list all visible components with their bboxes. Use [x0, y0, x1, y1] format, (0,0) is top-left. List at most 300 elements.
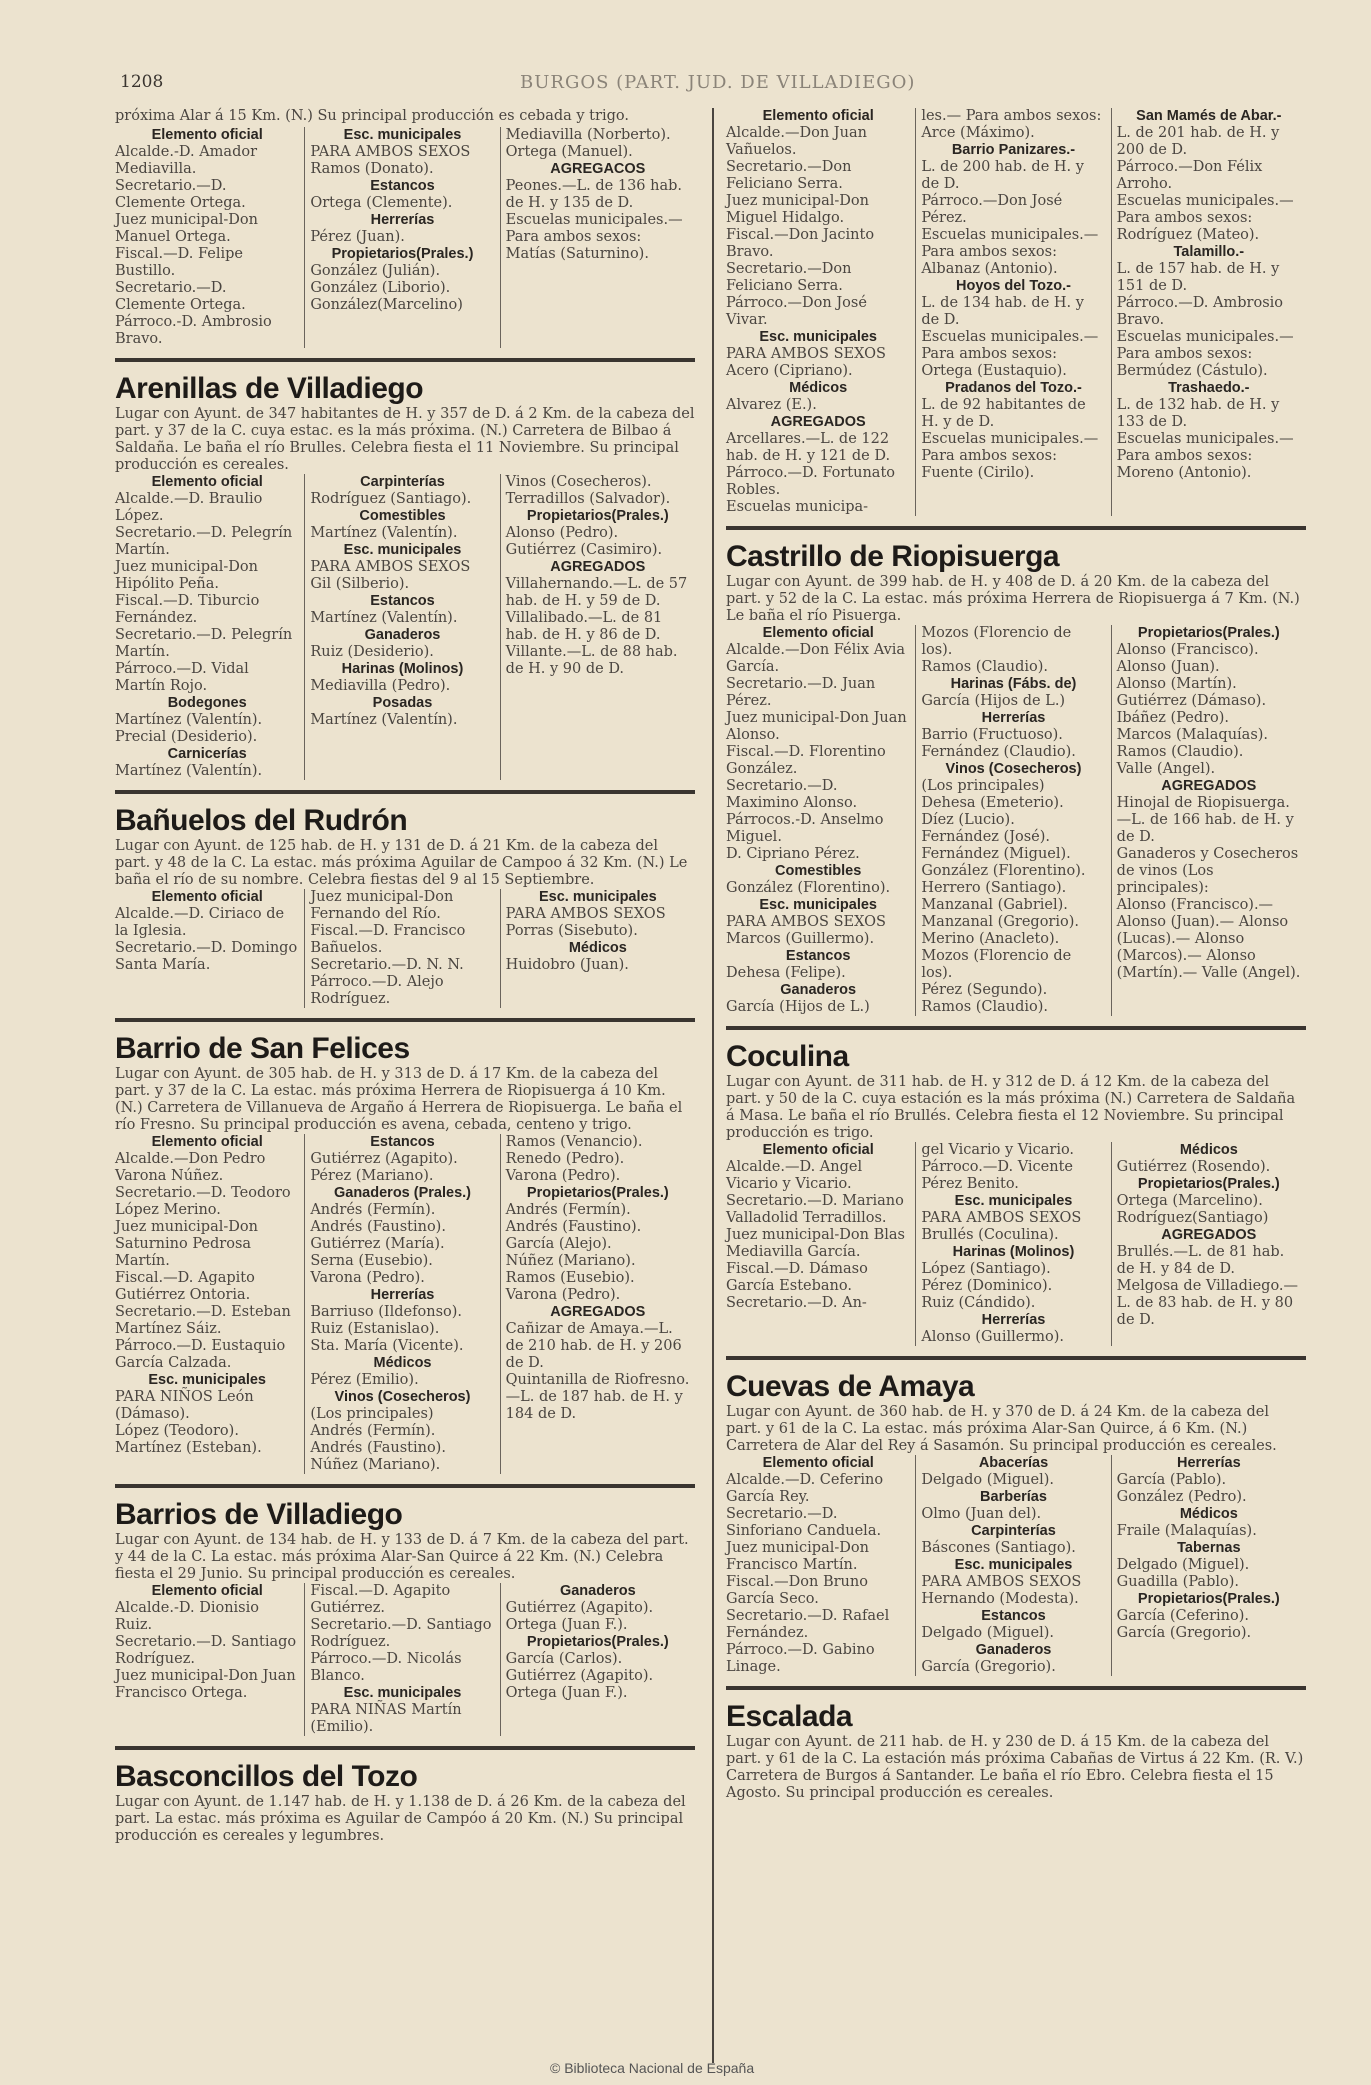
section-heading: Elemento oficial: [151, 889, 263, 905]
directory-grid: [115, 1134, 695, 1474]
directory-item: Gutiérrez (Dámaso).: [1116, 693, 1267, 709]
directory-item: García (Gregorio).: [921, 1659, 1056, 1675]
directory-column: [915, 108, 1110, 516]
directory-column: [500, 127, 695, 348]
section-heading: Médicos: [373, 1355, 432, 1371]
entry-description: Lugar con Ayunt. de 399 hab. de H. y 408 de D. á 20 Km. de la cabeza del part. y 52 de la C. La estac. más próxima Herrera de Riopisuerga á 7 Km. (N.) Le baña el río Pisuerga.: [726, 574, 1300, 624]
directory-item: Varona (Pedro).: [505, 1287, 621, 1303]
directory-item: Andrés (Fermín).: [310, 1202, 436, 1218]
directory-item: Fiscal.—D. Tiburcio Fernández.: [115, 593, 260, 626]
section-heading: Esc. municipales: [759, 329, 877, 345]
section-heading: Pradanos del Tozo.-: [945, 380, 1082, 396]
directory-item: Delgado (Miguel).: [921, 1625, 1054, 1641]
directory-item: D. Cipriano Pérez.: [726, 846, 860, 862]
entry-separator: [726, 1356, 1306, 1360]
directory-item: Secretario.—D. Santiago Rodríguez.: [310, 1617, 492, 1650]
directory-item: Secretario.—D. N. N.: [310, 957, 464, 973]
entry-separator: [726, 1026, 1306, 1030]
directory-item: Fernández (Miguel).: [921, 846, 1071, 862]
directory-item: gel Vicario y Vicario.: [921, 1142, 1075, 1158]
section-heading: Comestibles: [359, 508, 446, 524]
directory-item: Pérez (Mariano).: [310, 1168, 434, 1184]
directory-column: [915, 1142, 1110, 1346]
directory-item: PARA AMBOS SEXOS Ramos (Donato).: [310, 144, 471, 177]
directory-item: L. de 157 hab. de H. y 151 de D.: [1116, 261, 1280, 294]
directory-item: Marcos (Malaquías).: [1116, 727, 1269, 743]
directory-item: Secretario.—D. An-: [726, 1295, 867, 1311]
section-heading: Harinas (Molinos): [952, 1244, 1075, 1260]
directory-item: López (Santiago).: [921, 1261, 1051, 1277]
section-heading: Carpinterías: [971, 1523, 1056, 1539]
section-heading: Abacerías: [978, 1455, 1049, 1471]
section-heading: AGREGADOS: [1161, 778, 1257, 794]
directory-item: Andrés (Faustino).: [505, 1219, 642, 1235]
directory-grid: [115, 1583, 695, 1736]
directory-item: Rodríguez (Santiago).: [310, 491, 472, 507]
running-title: BURGOS (PART. JUD. DE VILLADIEGO): [520, 72, 916, 93]
directory-item: Ortega (Juan F.).: [505, 1617, 628, 1633]
directory-column: [500, 1134, 695, 1474]
directory-item: Gutiérrez (María).: [310, 1236, 445, 1252]
directory-column: [115, 889, 304, 1008]
directory-item: Alonso (Juan).: [1116, 659, 1220, 675]
directory-item: Secretario.—D. Mariano Valladolid Terradillos.: [726, 1193, 904, 1226]
directory-item: Juez municipal-Don Fernando del Río.: [310, 889, 454, 922]
section-heading: AGREGACOS: [550, 161, 646, 177]
section-heading: Carnicerías: [167, 746, 247, 762]
directory-item: Juez municipal-Don Juan Francisco Ortega.: [115, 1668, 296, 1701]
directory-column: [304, 1134, 499, 1474]
directory-item: Brullés.—L. de 81 hab. de H. y 84 de D.: [1116, 1244, 1285, 1277]
section-heading: Carpinterías: [360, 474, 445, 490]
directory-item: Martínez (Esteban).: [115, 1440, 262, 1456]
directory-item: Ramos (Claudio).: [921, 999, 1049, 1015]
section-heading: Elemento oficial: [762, 108, 874, 124]
directory-item: Dehesa (Felipe).: [726, 965, 846, 981]
directory-item: Guadilla (Pablo).: [1116, 1574, 1239, 1590]
directory-item: Andrés (Faustino).: [310, 1219, 446, 1235]
directory-item: Ortega (Clemente).: [310, 195, 453, 211]
directory-item: Martínez (Valentín).: [310, 712, 458, 728]
directory-item: Párroco.—Don José Pérez.: [921, 193, 1063, 226]
directory-item: Alvarez (E.).: [726, 397, 817, 413]
directory-column: [1111, 625, 1306, 1016]
directory-item: Secretario.—D. Pelegrín Martín.: [115, 627, 293, 660]
directory-item: Párroco.—D. Alejo Rodríguez.: [310, 974, 444, 1007]
directory-item: Secretario.—Don Feliciano Serra.: [726, 159, 852, 192]
section-heading: Propietarios(Prales.): [1137, 1176, 1280, 1192]
entry-title: Barrios de Villadiego: [115, 1498, 403, 1531]
section-heading: Esc. municipales: [343, 542, 462, 558]
directory-item: Serna (Eusebio).: [310, 1253, 433, 1269]
section-heading: Ganaderos: [364, 627, 441, 643]
directory-item: Delgado (Miguel).: [1116, 1557, 1250, 1573]
entry-separator: [115, 1018, 695, 1022]
directory-item: Juez municipal-Don Saturnino Pedrosa Martín.: [115, 1219, 258, 1269]
section-heading: Hoyos del Tozo.-: [956, 278, 1071, 294]
left-column: [115, 108, 695, 1855]
directory-item: L. de 200 hab. de H. y de D.: [921, 159, 1084, 192]
directory-item: PARA NIÑAS Martín (Emilio).: [310, 1702, 462, 1735]
section-heading: Esc. municipales: [148, 1372, 266, 1388]
directory-item: Alcalde.—D. Ceferino García Rey.: [726, 1472, 884, 1505]
directory-column: [726, 108, 915, 516]
directory-item: Andrés (Fermín).: [310, 1423, 436, 1439]
section-heading: Esc. municipales: [759, 897, 877, 913]
section-heading: Estancos: [370, 593, 435, 609]
section-heading: Médicos: [1179, 1506, 1238, 1522]
directory-item: Mediavilla (Pedro).: [310, 678, 451, 694]
directory-item: Ibáñez (Pedro).: [1116, 710, 1230, 726]
directory-item: L. de 134 hab. de H. y de D.: [921, 295, 1084, 328]
page-number: 1208: [120, 72, 164, 92]
directory-item: Párroco.—D. Vidal Martín Rojo.: [115, 661, 249, 694]
directory-item: Escuelas municipales.— Para ambos sexos: Matías (Saturnino).: [505, 212, 683, 262]
directory-item: L. de 92 habitantes de H. y de D.: [921, 397, 1086, 430]
entry-description: Lugar con Ayunt. de 125 hab. de H. y 131 de D. á 21 Km. de la cabeza del part. y 48 de la C. La estac. más próxima Aguilar de Campoo á 32 Km. (N.) Le baña el río de su nombre. Celebra fiestas del 9 al 15 Septiembre.: [115, 838, 688, 888]
entry: [115, 127, 695, 348]
directory-item: Escuelas municipales.— Para ambos sexos: Rodríguez (Mateo).: [1116, 193, 1294, 243]
section-heading: Vinos (Cosecheros): [945, 761, 1082, 777]
directory-item: Pérez (Juan).: [310, 229, 405, 245]
section-heading: AGREGADOS: [550, 559, 646, 575]
section-heading: Posadas: [372, 695, 433, 711]
section-heading: Bodegones: [167, 695, 247, 711]
directory-item: García (Hijos de L.): [726, 999, 870, 1015]
directory-item: Juez municipal-Don Juan Alonso.: [726, 710, 907, 743]
directory-item: Merino (Anacleto).: [921, 931, 1060, 947]
directory-item: Ruiz (Cándido).: [921, 1295, 1036, 1311]
directory-grid: [726, 1142, 1306, 1346]
directory-item: Ortega (Manuel).: [505, 144, 633, 160]
directory-column: [500, 889, 695, 1008]
directory-item: Pérez (Dominico).: [921, 1278, 1053, 1294]
section-heading: Estancos: [370, 178, 435, 194]
section-heading: Esc. municipales: [343, 127, 462, 143]
section-heading: Estancos: [785, 948, 851, 964]
directory-item: Alcalde.-D. Dionisio Ruiz.: [115, 1600, 259, 1633]
section-heading: Comestibles: [775, 863, 862, 879]
directory-column: [304, 474, 499, 780]
directory-item: Gutiérrez (Rosendo).: [1116, 1159, 1271, 1175]
continuation-text: próxima Alar á 15 Km. (N.) Su principal producción es cebada y trigo.: [115, 108, 629, 124]
directory-item: García (Alejo).: [505, 1236, 612, 1252]
entry: [115, 372, 695, 780]
section-heading: Médicos: [1179, 1142, 1238, 1158]
section-heading: Elemento oficial: [762, 1455, 874, 1471]
directory-item: Barriuso (Ildefonso).: [310, 1304, 463, 1320]
directory-item: Cañizar de Amaya.—L. de 210 hab. de H. y 206 de D.: [505, 1321, 682, 1371]
directory-item: Ruiz (Estanislao).: [310, 1321, 440, 1337]
directory-item: Ortega (Juan F.).: [505, 1685, 628, 1701]
directory-item: Escuelas municipales.— Para ambos sexos: Moreno (Antonio).: [1116, 431, 1294, 481]
directory-item: Secretario.—D. Esteban Martínez Sáiz.: [115, 1304, 291, 1337]
entry: [115, 1760, 695, 1845]
directory-item: Alcalde.—D. Braulio López.: [115, 491, 263, 524]
directory-item: Melgosa de Villadiego.—L. de 83 hab. de H. y 80 de D.: [1116, 1278, 1299, 1328]
section-heading: Elemento oficial: [151, 127, 263, 143]
section-heading: Herrerías: [370, 212, 435, 228]
directory-column: [304, 127, 499, 348]
directory-item: Alcalde.-D. Amador Mediavilla.: [115, 144, 258, 177]
directory-item: Arcellares.—L. de 122 hab. de H. y 121 de D.: [726, 431, 891, 464]
directory-item: Ramos (Claudio).: [1116, 744, 1244, 760]
directory-item: Juez municipal-Don Blas Mediavilla García.: [726, 1227, 905, 1260]
directory-item: Quintanilla de Riofresno.—L. de 187 hab. de H. y 184 de D.: [505, 1372, 690, 1422]
directory-item: les.— Para ambos sexos: Arce (Máximo).: [921, 108, 1102, 141]
directory-item: Fernández (Claudio).: [921, 744, 1076, 760]
directory-item: Martínez (Valentín).: [310, 525, 458, 541]
directory-item: Andrés (Fermín).: [505, 1202, 631, 1218]
directory-item: Escuelas municipales.— Para ambos sexos: Ortega (Eustaquio).: [921, 329, 1099, 379]
directory-item: (Los principales): [921, 778, 1045, 794]
directory-item: Báscones (Santiago).: [921, 1540, 1076, 1556]
directory-column: [115, 1134, 304, 1474]
directory-item: Fiscal.—D. Florentino González.: [726, 744, 886, 777]
section-heading: Talamillo.-: [1173, 244, 1245, 260]
directory-item: Valle (Angel).: [1116, 761, 1216, 777]
directory-item: González (Florentino).: [921, 863, 1086, 879]
section-heading: Herrerías: [981, 710, 1046, 726]
entry-title: Arenillas de Villadiego: [115, 372, 424, 405]
directory-item: Mozos (Florencio de los).: [921, 625, 1072, 658]
section-heading: Herrerías: [370, 1287, 435, 1303]
directory-item: López (Teodoro).: [115, 1423, 239, 1439]
directory-item: PARA NIÑOS León (Dámaso).: [115, 1389, 254, 1422]
directory-item: Ramos (Eusebio).: [505, 1270, 635, 1286]
directory-item: Alonso (Martín).: [1116, 676, 1237, 692]
section-heading: Propietarios(Prales.): [526, 1634, 669, 1650]
directory-item: PARA AMBOS SEXOS Marcos (Guillermo).: [726, 914, 886, 947]
section-heading: Elemento oficial: [151, 1134, 263, 1150]
entry-description: Lugar con Ayunt. de 311 hab. de H. y 312 de D. á 12 Km. de la cabeza del part. y 50 de la C. cuya estación es la más próxima (N.) Carretera de Saldaña á Masa. Le baña el río Brullés. Celebra fiesta el 12 Noviembre. Su principal producción es trigo.: [726, 1074, 1296, 1141]
directory-item: Huidobro (Juan).: [505, 957, 629, 973]
directory-grid: [115, 889, 695, 1008]
directory-item: Juez municipal-Don Manuel Ortega.: [115, 212, 258, 245]
directory-item: Ruiz (Desiderio).: [310, 644, 434, 660]
directory-item: Varona (Pedro).: [310, 1270, 425, 1286]
entry: [726, 540, 1306, 1016]
entry-description: Lugar con Ayunt. de 305 hab. de H. y 313 de D. á 17 Km. de la cabeza del part. y 37 de la C. La estac. más próxima Herrera de Riopisuerga á 10 Km. (N.) Carretera de Villanueva de Argaño á Herrera de Riopisuerga. Le baña el río Fresno. Su principal producción es avena, cebada, centeno y trigo.: [115, 1066, 683, 1133]
entry-title: Coculina: [726, 1040, 849, 1073]
directory-item: Alcalde.—Don Pedro Varona Núñez.: [115, 1151, 266, 1184]
section-heading: Esc. municipales: [954, 1193, 1073, 1209]
directory-item: Núñez (Mariano).: [505, 1253, 636, 1269]
section-heading: Barberías: [980, 1489, 1047, 1505]
entry: [726, 1370, 1306, 1676]
directory-item: Alonso (Pedro).: [505, 525, 619, 541]
directory-item: Párroco.—Don José Vivar.: [726, 295, 867, 328]
directory-item: Secretario.—D. Domingo Santa María.: [115, 940, 298, 973]
directory-item: Barrio (Fructuoso).: [921, 727, 1063, 743]
directory-item: Escuelas municipales.— Para ambos sexos: Fuente (Cirilo).: [921, 431, 1099, 481]
section-heading: Propietarios(Prales.): [1137, 625, 1280, 641]
directory-item: González (Florentino).: [726, 880, 891, 896]
entry-description: Lugar con Ayunt. de 360 hab. de H. y 370 de D. á 24 Km. de la cabeza del part. y 61 de la C. La estac. más próxima Alar-San Quirce, á 6 Km. (N.) Carretera de Alar del Rey á Sasamón. Su principal producción es cereales.: [726, 1404, 1277, 1454]
directory-item: Alcalde.—D. Ciriaco de la Iglesia.: [115, 906, 285, 939]
section-heading: Propietarios(Prales.): [1137, 1591, 1280, 1607]
section-heading: Médicos: [568, 940, 627, 956]
directory-item: Fiscal.—D. Agapito Gutiérrez Ontoria.: [115, 1270, 255, 1303]
directory-item: Andrés (Faustino).: [310, 1440, 446, 1456]
directory-item: Alonso (Francisco).— Alonso (Juan).— Alonso (Lucas).— Alonso (Marcos).— Alonso (Martín).— Valle (Angel).: [1116, 897, 1301, 981]
directory-item: Ramos (Venancio).: [505, 1134, 643, 1150]
directory-item: L. de 132 hab. de H. y 133 de D.: [1116, 397, 1280, 430]
directory-item: Secretario.—D. Teodoro López Merino.: [115, 1185, 291, 1218]
directory-grid: [115, 474, 695, 780]
directory-grid: [726, 625, 1306, 1016]
directory-item: Párrocos.-D. Anselmo Miguel.: [726, 812, 884, 845]
section-heading: Elemento oficial: [762, 1142, 874, 1158]
directory-item: Fernández (José).: [921, 829, 1051, 845]
entry-title: Castrillo de Riopisuerga: [726, 540, 1060, 573]
entry: [726, 1700, 1306, 1802]
directory-item: Fiscal.—D. Felipe Bustillo.: [115, 246, 243, 279]
entry-title: Barrio de San Felices: [115, 1032, 410, 1065]
section-heading: Harinas (Molinos): [341, 661, 464, 677]
section-heading: Elemento oficial: [151, 474, 263, 490]
section-heading: Herrerías: [1176, 1455, 1241, 1471]
directory-item: González (Pedro).: [1116, 1489, 1247, 1505]
entry-separator: [115, 790, 695, 794]
directory-item: González (Julián).: [310, 263, 441, 279]
entry: [115, 1498, 695, 1736]
entry-separator: [726, 1686, 1306, 1690]
directory-item: Pérez (Emilio).: [310, 1372, 419, 1388]
section-heading: Tabernas: [1177, 1540, 1241, 1556]
entry-description: Lugar con Ayunt. de 211 hab. de H. y 230 de D. á 15 Km. de la cabeza del part. y 61 de la C. La estación más próxima Cabañas de Virtus á 22 Km. (R. V.) Carretera de Burgos á Santander. Le baña el río Ebro. Celebra fiesta el 15 Agosto. Su principal producción es cereales.: [726, 1734, 1304, 1801]
section-heading: Estancos: [981, 1608, 1046, 1624]
directory-item: Martínez (Valentín).: [115, 763, 263, 779]
page-header: [120, 72, 1320, 102]
entry: [726, 108, 1306, 516]
directory-item: Párroco.—Don Félix Arroho.: [1116, 159, 1263, 192]
entry-description: Lugar con Ayunt. de 1.147 hab. de H. y 1.138 de D. á 26 Km. de la cabeza del part. La estac. más próxima es Aguilar de Campóo á 20 Km. (N.) Su principal producción es cereales y legumbres.: [115, 1794, 686, 1844]
section-heading: Trashaedo.-: [1168, 380, 1250, 396]
directory-item: PARA AMBOS SEXOS Gil (Silberio).: [310, 559, 471, 592]
directory-item: PARA AMBOS SEXOS Acero (Cipriano).: [726, 346, 886, 379]
directory-item: Ganaderos y Cosecheros de vinos (Los principales):: [1116, 846, 1299, 896]
directory-item: Alcalde.—Don Félix Avia García.: [726, 642, 906, 675]
directory-item: Escuelas municipales.— Para ambos sexos: Albanaz (Antonio).: [921, 227, 1099, 277]
directory-grid: [726, 1455, 1306, 1676]
directory-item: Dehesa (Emeterio).: [921, 795, 1064, 811]
section-heading: Elemento oficial: [151, 1583, 263, 1599]
directory-item: Martínez (Valentín).: [115, 712, 263, 728]
directory-grid: [726, 108, 1306, 516]
directory-item: Alonso (Francisco).: [1116, 642, 1259, 658]
directory-item: Fiscal.—Don Bruno García Seco.: [726, 1574, 868, 1607]
entry-title: Escalada: [726, 1700, 853, 1733]
directory-item: Secretario.—D. Pelegrín Martín.: [115, 525, 293, 558]
directory-item: Díez (Lucio).: [921, 812, 1015, 828]
directory-item: González(Marcelino): [310, 297, 463, 313]
directory-item: Secretario.—Don Feliciano Serra.: [726, 261, 852, 294]
directory-column: [304, 889, 499, 1008]
directory-item: Alcalde.—D. Angel Vicario y Vicario.: [726, 1159, 863, 1192]
directory-item: Núñez (Mariano).: [310, 1457, 441, 1473]
section-heading: Harinas (Fábs. de): [950, 676, 1077, 692]
directory-item: Villante.—L. de 88 hab. de H. y 90 de D.: [505, 644, 678, 677]
directory-item: Párroco.—D. Gabino Linage.: [726, 1642, 875, 1675]
section-heading: Propietarios(Prales.): [526, 1185, 669, 1201]
directory-item: L. de 201 hab. de H. y 200 de D.: [1116, 125, 1280, 158]
entry-separator: [115, 1746, 695, 1750]
entry-description: Lugar con Ayunt. de 134 hab. de H. y 133 de D. á 7 Km. de la cabeza del part. y 44 de la C. La estac. más próxima Alar-San Quirce á 22 Km. (N.) Celebra fiesta el 29 Junio. Su principal producción es cereales.: [115, 1532, 689, 1582]
directory-column: [1111, 1455, 1306, 1676]
directory-item: Párroco.-D. Ambrosio Bravo.: [115, 314, 272, 347]
section-heading: Barrio Panizares.-: [951, 142, 1076, 158]
directory-item: Martínez (Valentín).: [310, 610, 458, 626]
directory-item: Manzanal (Gregorio).: [921, 914, 1080, 930]
entry-title: Bañuelos del Rudrón: [115, 804, 408, 837]
directory-item: PARA AMBOS SEXOS Brullés (Coculina).: [921, 1210, 1082, 1243]
directory-item: Sta. María (Vicente).: [310, 1338, 464, 1354]
entry: [726, 1040, 1306, 1346]
section-heading: Ganaderos: [975, 1642, 1052, 1658]
directory-item: González (Liborio).: [310, 280, 451, 296]
section-heading: Ganaderos (Prales.): [333, 1185, 471, 1201]
directory-item: Rodríguez(Santiago): [1116, 1210, 1269, 1226]
entry-separator: [115, 358, 695, 362]
directory-item: Herrero (Santiago).: [921, 880, 1067, 896]
entry: [115, 804, 695, 1008]
entry-separator: [726, 526, 1306, 530]
directory-item: Fraile (Malaquías).: [1116, 1523, 1257, 1539]
section-heading: Esc. municipales: [954, 1557, 1073, 1573]
directory-item: Secretario.—D. Santiago Rodríguez.: [115, 1634, 297, 1667]
section-heading: Ganaderos: [780, 982, 857, 998]
directory-item: García (Carlos).: [505, 1651, 623, 1667]
directory-item: Párroco.—D. Fortunato Robles.: [726, 465, 896, 498]
directory-item: Hinojal de Riopisuerga.—L. de 166 hab. de H. y de D.: [1116, 795, 1294, 845]
section-heading: Vinos (Cosecheros): [334, 1389, 471, 1405]
directory-item: Escuelas municipales.— Para ambos sexos: Bermúdez (Cástulo).: [1116, 329, 1294, 379]
directory-item: García (Gregorio).: [1116, 1625, 1252, 1641]
directory-item: García (Pablo).: [1116, 1472, 1227, 1488]
directory-column: [500, 1583, 695, 1736]
directory-item: Varona (Pedro).: [505, 1168, 621, 1184]
directory-item: Fiscal.—D. Agapito Gutiérrez.: [310, 1583, 451, 1616]
directory-item: Juez municipal-Don Miguel Hidalgo.: [726, 193, 869, 226]
section-heading: AGREGADOS: [1161, 1227, 1257, 1243]
directory-column: [726, 1455, 915, 1676]
directory-item: Párroco.—D. Ambrosio Bravo.: [1116, 295, 1284, 328]
section-heading: San Mamés de Abar.-: [1136, 108, 1282, 124]
section-heading: AGREGADOS: [770, 414, 866, 430]
section-heading: Herrerías: [981, 1312, 1046, 1328]
directory-item: Escuelas municipa-: [726, 499, 869, 515]
directory-item: Vinos (Cosecheros).: [505, 474, 652, 490]
directory-item: Terradillos (Salvador).: [505, 491, 671, 507]
directory-item: Olmo (Juan del).: [921, 1506, 1042, 1522]
directory-item: Párroco.—D. Nicolás Blanco.: [310, 1651, 462, 1684]
directory-item: Ortega (Marcelino).: [1116, 1193, 1263, 1209]
directory-item: Párroco.—D. Eustaquio García Calzada.: [115, 1338, 286, 1371]
directory-column: [915, 1455, 1110, 1676]
right-column: [726, 108, 1306, 1812]
directory-item: PARA AMBOS SEXOS Hernando (Modesta).: [921, 1574, 1082, 1607]
directory-item: Gutiérrez (Casimiro).: [505, 542, 663, 558]
entry-title: Cuevas de Amaya: [726, 1370, 975, 1403]
directory-grid: [115, 127, 695, 348]
directory-item: Fiscal.—Don Jacinto Bravo.: [726, 227, 875, 260]
directory-item: Gutiérrez (Agapito).: [310, 1151, 458, 1167]
directory-column: [500, 474, 695, 780]
section-heading: Médicos: [789, 380, 848, 396]
directory-item: Gutiérrez (Agapito).: [505, 1668, 654, 1684]
directory-column: [115, 127, 304, 348]
